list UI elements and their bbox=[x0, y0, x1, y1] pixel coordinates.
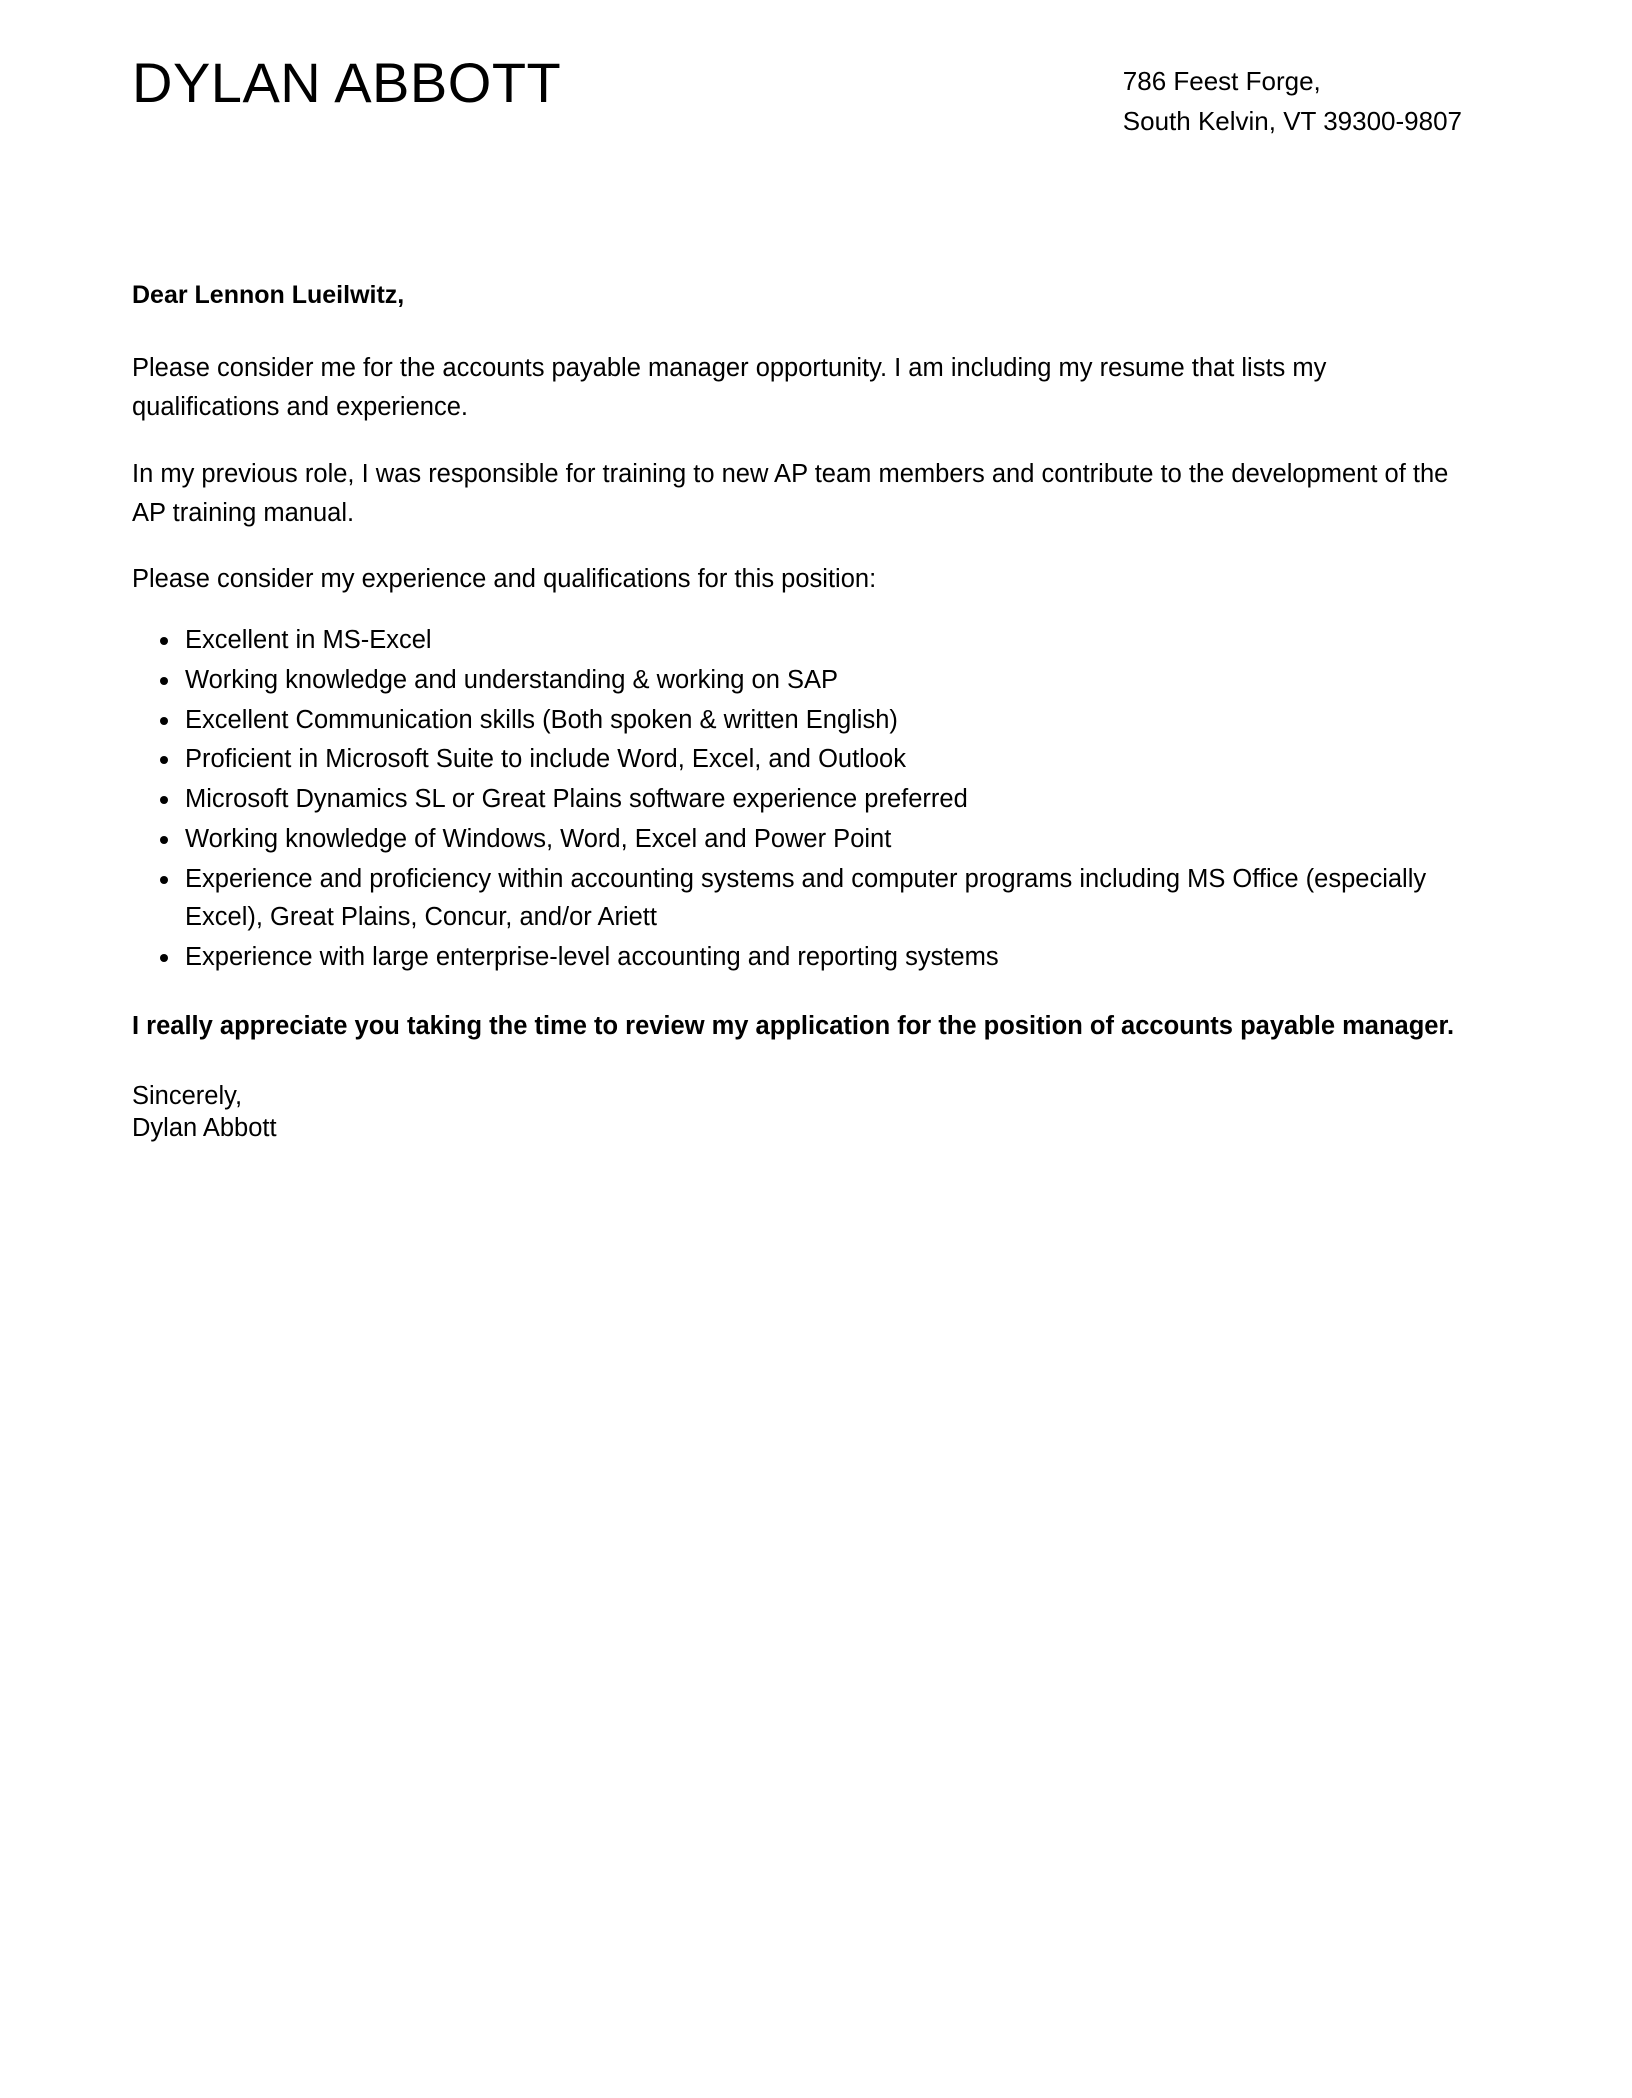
signoff-block bbox=[132, 1080, 1472, 1145]
list-item bbox=[132, 701, 1472, 740]
list-item-text: Experience with large enterprise-level accounting and reporting systems bbox=[185, 943, 999, 971]
candidate-name: DYLAN ABBOTT bbox=[132, 51, 562, 114]
body-paragraph-1: Please consider me for the accounts payable manager opportunity. I am including my resume that lists my qualifications and experience. bbox=[132, 354, 1327, 421]
list-item bbox=[132, 780, 1472, 819]
list-item-text: Working knowledge of Windows, Word, Excel and Power Point bbox=[185, 824, 892, 853]
list-item bbox=[132, 860, 1472, 938]
valediction: Sincerely, bbox=[132, 1081, 243, 1110]
list-item bbox=[132, 820, 1472, 859]
address-line-city-state-zip: South Kelvin, VT 39300-9807 bbox=[1122, 105, 1462, 136]
body-paragraph-2: In my previous role, I was responsible for training to new AP team members and contribute to the development of the AP training manual. bbox=[132, 459, 1449, 527]
letter-content-area bbox=[132, 0, 1472, 1145]
list-item-text: Excellent in MS-Excel bbox=[185, 626, 432, 654]
list-item bbox=[132, 661, 1472, 700]
list-item bbox=[132, 938, 1472, 977]
list-item-text: Excellent Communication skills (Both spoken & written English) bbox=[185, 705, 898, 734]
bullet-icon bbox=[160, 756, 168, 764]
list-item-text: Experience and proficiency within accounting systems and computer programs including MS Office (especially Excel), Great Plains, Concur, and/or Ariett bbox=[185, 864, 1427, 932]
bullet-icon bbox=[160, 836, 168, 844]
closing-statement: I really appreciate you taking the time to review my application for the position of accounts payable manager. bbox=[132, 1011, 1455, 1040]
list-item-text: Working knowledge and understanding & working on SAP bbox=[185, 665, 839, 694]
bullet-icon bbox=[160, 876, 168, 884]
list-item bbox=[132, 621, 1472, 660]
signature-name: Dylan Abbott bbox=[132, 1114, 277, 1143]
bullet-icon bbox=[160, 954, 168, 962]
letter-header bbox=[132, 0, 1472, 170]
name-block bbox=[132, 50, 561, 113]
body-paragraph-3: Please consider my experience and qualifications for this position: bbox=[132, 565, 877, 594]
list-item bbox=[132, 740, 1472, 779]
address-block bbox=[1123, 50, 1472, 141]
bullet-icon bbox=[160, 796, 168, 804]
list-item-text: Proficient in Microsoft Suite to include Word, Excel, and Outlook bbox=[185, 745, 906, 774]
bullet-icon bbox=[160, 717, 168, 725]
bullet-icon bbox=[160, 677, 168, 685]
salutation: Dear Lennon Lueilwitz, bbox=[132, 281, 405, 309]
address-line-street: 786 Feest Forge, bbox=[1122, 66, 1321, 96]
list-item-text: Microsoft Dynamics SL or Great Plains software experience preferred bbox=[185, 785, 968, 813]
bullet-icon bbox=[160, 637, 168, 645]
letter-body bbox=[132, 277, 1472, 1145]
qualifications-list bbox=[132, 621, 1472, 977]
